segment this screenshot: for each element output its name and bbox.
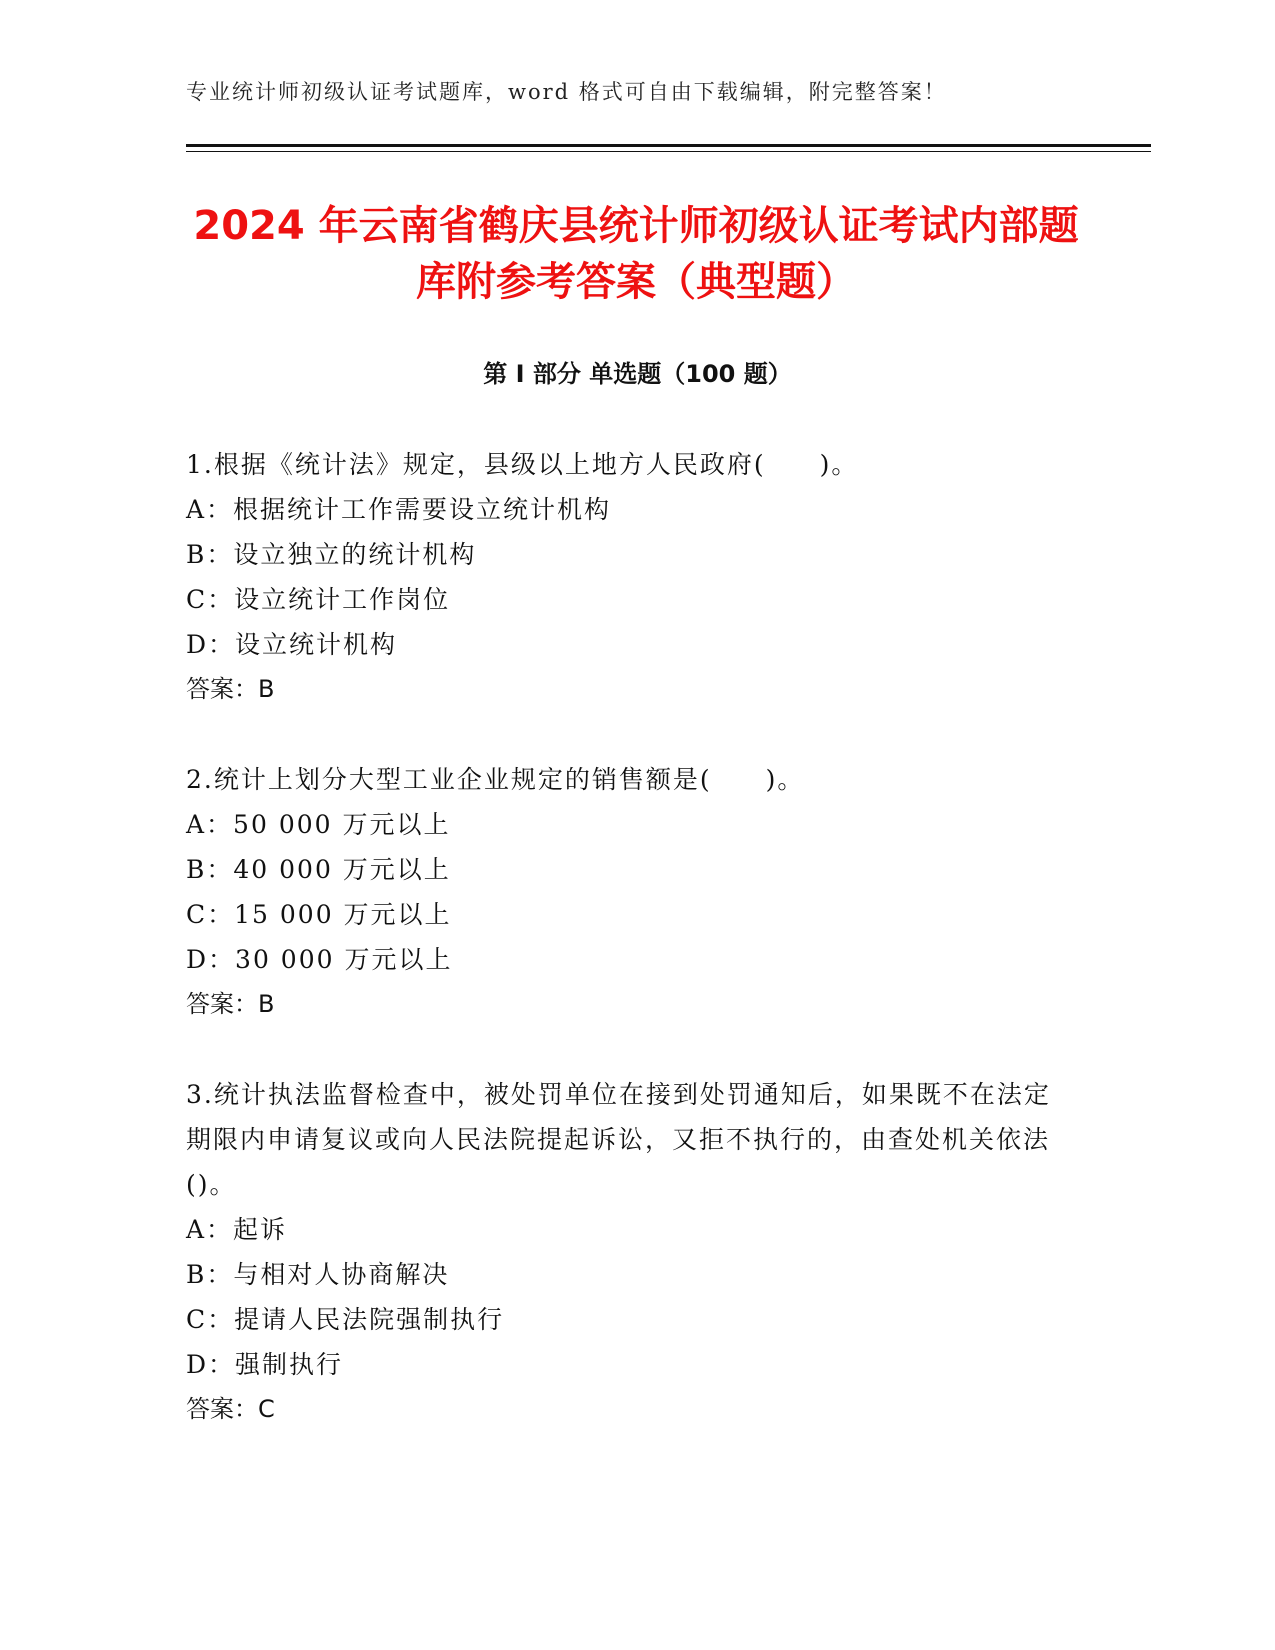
question-1 bbox=[186, 442, 1066, 712]
section-heading: 第 I 部分 单选题（100 题） bbox=[483, 360, 792, 388]
option-a: A：50 000 万元以上 bbox=[186, 810, 451, 839]
answer: 答案：B bbox=[186, 990, 275, 1018]
option-c: C：提请人民法院强制执行 bbox=[186, 1305, 505, 1334]
question-text: 1.根据《统计法》规定，县级以上地方人民政府( )。 bbox=[186, 450, 859, 479]
option-b: B：设立独立的统计机构 bbox=[186, 540, 477, 569]
question-text: 3.统计执法监督检查中，被处罚单位在接到处罚通知后，如果既不在法定期限内申请复议或向人民法院提起诉讼，又拒不执行的，由查处机关依法()。 bbox=[186, 1080, 1051, 1199]
question-2 bbox=[186, 757, 1066, 1027]
question-text: 2.统计上划分大型工业企业规定的销售额是( )。 bbox=[186, 765, 805, 794]
answer: 答案：B bbox=[186, 675, 275, 703]
header-rule-thick bbox=[186, 144, 1151, 147]
option-d: D：30 000 万元以上 bbox=[186, 945, 453, 974]
option-d: D：设立统计机构 bbox=[186, 630, 398, 659]
question-list bbox=[186, 442, 1066, 1477]
document-title: 2024 年云南省鹤庆县统计师初级认证考试内部题库附参考答案（典型题） bbox=[193, 203, 1079, 305]
option-c: C：15 000 万元以上 bbox=[186, 900, 452, 929]
option-c: C：设立统计工作岗位 bbox=[186, 585, 451, 614]
option-d: D：强制执行 bbox=[186, 1350, 344, 1379]
answer: 答案：C bbox=[186, 1395, 275, 1423]
option-b: B：与相对人协商解决 bbox=[186, 1260, 450, 1289]
option-a: A：根据统计工作需要设立统计机构 bbox=[186, 495, 612, 524]
option-b: B：40 000 万元以上 bbox=[186, 855, 451, 884]
header-rule-thin bbox=[186, 151, 1151, 152]
option-a: A：起诉 bbox=[186, 1215, 288, 1244]
question-3 bbox=[186, 1072, 1066, 1432]
header-note: 专业统计师初级认证考试题库，word 格式可自由下载编辑，附完整答案！ bbox=[186, 80, 947, 104]
